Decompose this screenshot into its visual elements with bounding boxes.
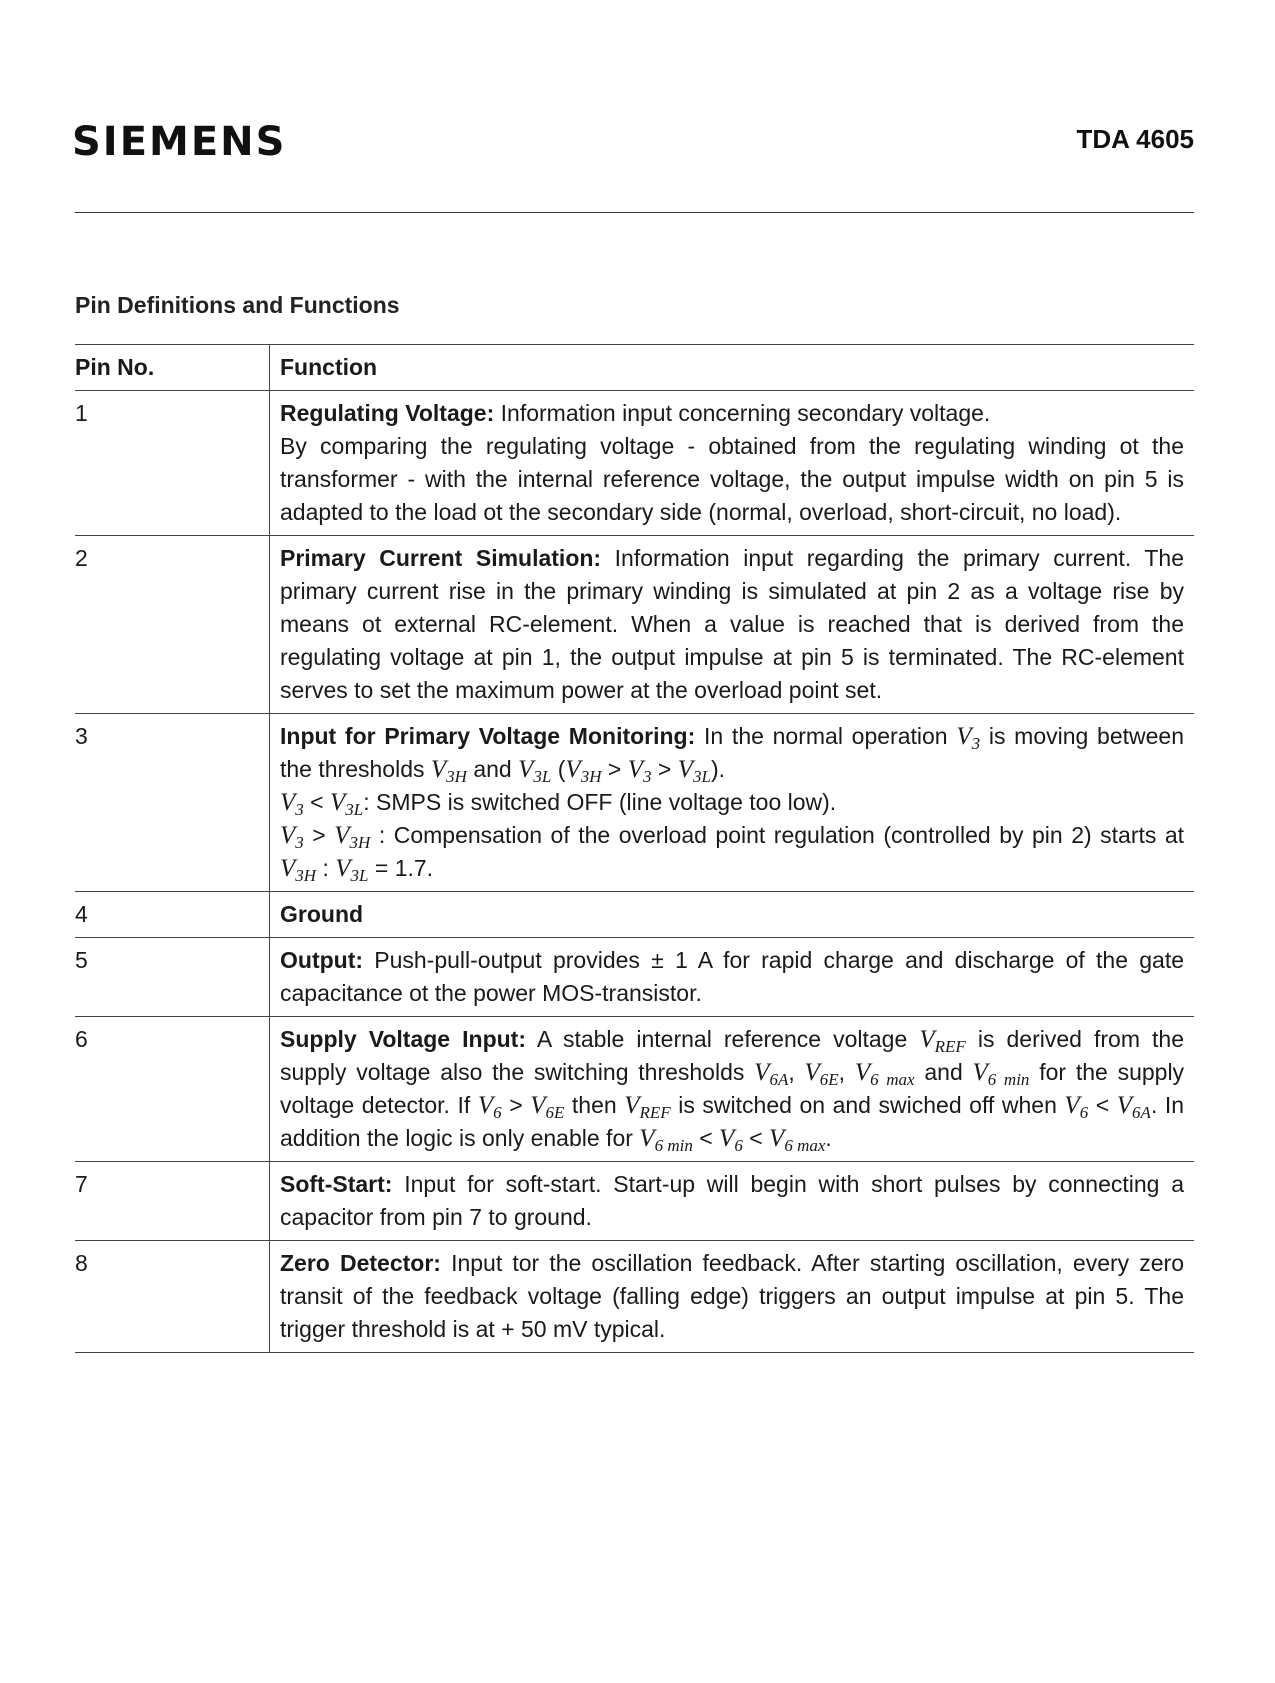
function-label: Zero Detector: bbox=[280, 1250, 441, 1276]
pin-function bbox=[270, 536, 1195, 714]
symbol-v3h: $V_{3H}$ bbox=[334, 822, 371, 852]
symbol-v6a: $V_{6A}$ bbox=[754, 1059, 789, 1089]
function-text: Input tor the oscillation feedback. After starting oscillation, every zero transit of the feedback voltage (falling edge) triggers an output impulse at pin 5. The trigger threshold is at + 50 mV typical. bbox=[280, 1250, 1185, 1342]
pin-function bbox=[270, 1241, 1195, 1353]
symbol-v6e: $V_{6E}$ bbox=[530, 1092, 565, 1122]
function-line: $V_3 > V_{3H}$ : Compensation of the overload point regulation (controlled by pin 2) starts at $V_{3H}$ : $V_{3L} = 1.7$. bbox=[280, 822, 1185, 885]
pin-number: 7 bbox=[75, 1162, 270, 1241]
part-number: TDA 4605 bbox=[1076, 124, 1194, 154]
table-row bbox=[75, 714, 1194, 892]
function-text: = 1.7. bbox=[374, 855, 434, 881]
function-text: In the normal operation bbox=[704, 723, 948, 749]
table-row bbox=[75, 892, 1194, 938]
table-header-row bbox=[75, 345, 1194, 391]
pin-function: Supply Voltage Input: A stable internal reference voltage $V_{REF}$ is derived from the supply voltage also the switching thresholds $V_{6A}$, $V_{6E}$, $V_{6 max}$ and $V_{6 min}$ for the supply voltage detector. If $V_6 > V_{6E}$ then $V_{REF}$ is switched on and swiched off when $V_6 < V_{6A}$. In addition the logic is only enable for $V_{6 min} < V_6 < V_{6 max}$. bbox=[270, 1017, 1195, 1162]
column-header-pin: Pin No. bbox=[75, 345, 270, 391]
function-text: 1 A for rapid charge and discharge of the gate capacitance ot the power MOS-transistor. bbox=[280, 947, 1185, 1006]
function-text: is moving between the thresholds bbox=[280, 723, 1185, 782]
plus-minus-symbol: ± bbox=[651, 947, 664, 973]
table-row bbox=[75, 938, 1194, 1017]
function-label: Soft-Start: bbox=[280, 1171, 393, 1197]
pin-function bbox=[270, 1162, 1195, 1241]
function-text: then bbox=[571, 1092, 617, 1118]
symbol-v6: $V_6$ bbox=[477, 1092, 502, 1122]
function-label: Ground bbox=[280, 901, 364, 927]
function-text: and bbox=[924, 1059, 963, 1085]
symbol-v3: $V_3$ bbox=[956, 723, 981, 753]
function-line: $V_3 < V_{3L}$: SMPS is switched OFF (line voltage too low). bbox=[280, 789, 837, 819]
table-row bbox=[75, 536, 1194, 714]
pin-number: 8 bbox=[75, 1241, 270, 1353]
function-line bbox=[280, 720, 1184, 786]
symbol-v3h: $V_{3H}$ bbox=[430, 756, 467, 786]
function-text: Information input concerning secondary voltage. bbox=[500, 400, 991, 426]
function-text: Input for soft-start. Start-up will begin with short pulses by connecting a capacitor from pin 7 to ground. bbox=[280, 1171, 1185, 1230]
function-label: Regulating Voltage: bbox=[280, 400, 495, 426]
pin-number: 1 bbox=[75, 391, 270, 536]
function-label: Primary Current Simulation: bbox=[280, 545, 602, 571]
table-row bbox=[75, 1017, 1194, 1162]
symbol-v6max: $V_{6 max}$ bbox=[769, 1125, 826, 1155]
function-text: Push-pull-output provides bbox=[374, 947, 640, 973]
pin-function bbox=[270, 714, 1195, 892]
function-text: By comparing the regulating voltage - obtained from the regulating winding ot the transformer - with the internal reference voltage, the output impulse width on pin 5 is adapted to the load ot the secondary side (normal, overload, short-circuit, no load). bbox=[280, 433, 1184, 525]
table-row bbox=[75, 1162, 1194, 1241]
section-title: Pin Definitions and Functions bbox=[75, 292, 400, 318]
symbol-v6: $V_6$ bbox=[1064, 1092, 1089, 1122]
pin-number: 3 bbox=[75, 714, 270, 892]
inequality: $(V_{3H} > V_3 > V_{3L})$. bbox=[557, 756, 725, 786]
header-divider bbox=[75, 212, 1194, 213]
symbol-v3l: $V_{3L}$ bbox=[518, 756, 552, 786]
pin-function bbox=[270, 391, 1195, 536]
function-text: is derived from the supply voltage also the switching thresholds bbox=[280, 1026, 1185, 1085]
siemens-logo: SIEMENS bbox=[72, 119, 287, 165]
function-text: is switched on and swiched off when bbox=[678, 1092, 1057, 1118]
pin-number: 4 bbox=[75, 892, 270, 938]
function-label: Output: bbox=[280, 947, 364, 973]
function-text: Compensation of the overload point regulation (controlled by pin 2) starts at bbox=[393, 822, 1185, 848]
pin-function bbox=[270, 892, 1195, 938]
function-label: Input for Primary Voltage Monitoring: bbox=[280, 723, 696, 749]
function-label: Supply Voltage Input: bbox=[280, 1026, 527, 1052]
pin-number: 5 bbox=[75, 938, 270, 1017]
symbol-v3l: $V_{3L}$ bbox=[335, 855, 369, 885]
symbol-v6min: $V_{6 min}$ bbox=[972, 1059, 1030, 1089]
symbol-v3h: $V_{3H}$ bbox=[280, 855, 317, 885]
symbol-v6min: $V_{6 min}$ bbox=[639, 1125, 693, 1155]
symbol-vref: $V_{REF}$ bbox=[624, 1092, 671, 1122]
function-text: for the supply voltage detector. If bbox=[280, 1059, 1185, 1118]
function-text: Information input regarding the primary current. The primary current rise in the primary winding is simulated at pin 2 as a voltage rise by means ot external RC-element. When a value is reached that is derived from the regulating voltage at pin 1, the output impulse at pin 5 is terminated. The RC-element serves to set the maximum power at the overload point set. bbox=[280, 545, 1184, 703]
table-row bbox=[75, 1241, 1194, 1353]
symbol-vref: $V_{REF}$ bbox=[919, 1026, 966, 1056]
symbol-v6a: $V_{6A}$ bbox=[1116, 1092, 1151, 1122]
symbol-v3: $V_3$ bbox=[280, 789, 304, 819]
symbol-v3: $V_3$ bbox=[280, 822, 304, 852]
function-text: SMPS is switched OFF (line voltage too low). bbox=[376, 789, 837, 815]
table-row bbox=[75, 391, 1194, 536]
symbol-v6: $V_6$ bbox=[719, 1125, 743, 1155]
pin-number: 2 bbox=[75, 536, 270, 714]
function-text: . In addition the logic is only enable for bbox=[280, 1092, 1185, 1151]
column-header-function: Function bbox=[270, 345, 1195, 391]
function-text: A stable internal reference voltage bbox=[536, 1026, 908, 1052]
symbol-v6max: $V_{6 max}$ bbox=[854, 1059, 915, 1089]
symbol-v3l: $V_{3L}$ bbox=[330, 789, 364, 819]
symbol-v6e: $V_{6E}$ bbox=[804, 1059, 839, 1089]
pin-table bbox=[75, 344, 1194, 1353]
function-text: and bbox=[473, 756, 512, 782]
pin-function bbox=[270, 938, 1195, 1017]
pin-number: 6 bbox=[75, 1017, 270, 1162]
